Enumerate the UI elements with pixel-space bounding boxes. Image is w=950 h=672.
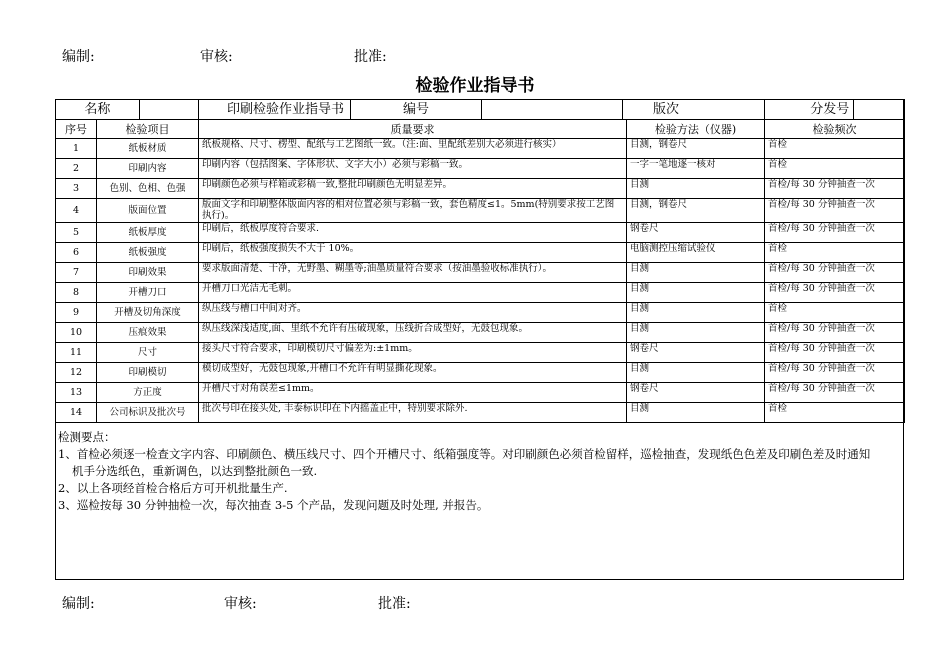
row-item: 版面位置	[97, 199, 199, 223]
table-row	[56, 223, 905, 243]
row-item: 公司标识及批次号	[97, 403, 199, 423]
row-frequency: 首检	[765, 243, 905, 263]
inspection-table	[55, 99, 905, 423]
row-item: 印刷模切	[97, 363, 199, 383]
row-frequency: 首检/每 30 分钟抽查一次	[765, 363, 905, 383]
signature-bottom	[62, 593, 762, 613]
row-frequency: 首检/每 30 分钟抽查一次	[765, 179, 905, 199]
compile-label: 编制:	[62, 596, 95, 612]
notes-title: 检测要点：	[58, 430, 116, 444]
row-no: 8	[56, 283, 97, 303]
row-frequency: 首检	[765, 159, 905, 179]
row-method: 目测，钢卷尺	[627, 199, 765, 223]
row-requirement: 印刷内容（包括图案、字体形状、文字大小）必须与彩稿一致。	[199, 159, 627, 179]
row-requirement: 印刷后，纸板强度损失不大于 10%。	[199, 243, 627, 263]
row-method: 目测	[627, 303, 765, 323]
compile-label: 编制:	[62, 49, 95, 65]
row-no: 4	[56, 199, 97, 223]
row-method: 钢卷尺	[627, 383, 765, 403]
row-no: 13	[56, 383, 97, 403]
row-frequency: 首检	[765, 403, 905, 423]
row-no: 1	[56, 139, 97, 159]
row-requirement: 开槽尺寸对角误差≤1mm。	[199, 383, 627, 403]
row-no: 14	[56, 403, 97, 423]
row-method: 电脑测控压缩试验仪	[627, 243, 765, 263]
row-requirement: 版面文字和印刷整体版面内容的相对位置必须与彩稿一致，套色精度≤1。5mm(特别要求按工艺图执行)。	[199, 199, 627, 223]
row-requirement: 模切成型好，无鼓包现象,开槽口不允许有明显撕花现象。	[199, 363, 627, 383]
row-frequency: 首检/每 30 分钟抽查一次	[765, 199, 905, 223]
document-title: 检验作业指导书	[415, 76, 535, 96]
col-header-requirement: 质量要求	[199, 120, 627, 139]
row-no: 12	[56, 363, 97, 383]
version-label: 版次	[622, 100, 762, 119]
row-method: 目测	[627, 363, 765, 383]
row-item: 方正度	[97, 383, 199, 403]
row-frequency: 首检	[765, 139, 905, 159]
approve-label: 批准:	[378, 596, 411, 612]
number-label: 编号	[350, 100, 481, 119]
row-requirement: 批次号印在接头处, 丰泰标识印在下内摇盖正中，特别要求除外.	[199, 403, 627, 423]
row-requirement: 开槽刀口光洁无毛刺。	[199, 283, 627, 303]
table-row	[56, 403, 905, 423]
name-label: 名称	[84, 101, 111, 117]
review-label: 审核:	[200, 49, 233, 65]
table-row	[56, 139, 905, 159]
table-row	[56, 383, 905, 403]
issue-label: 分发号	[810, 101, 850, 117]
row-method: 目测	[627, 403, 765, 423]
col-header-frequency: 检验频次	[765, 120, 905, 139]
row-item: 印刷内容	[97, 159, 199, 179]
column-header-row	[56, 120, 905, 139]
issue-value	[853, 100, 904, 119]
table-row	[56, 159, 905, 179]
number-value	[481, 100, 622, 119]
col-header-method: 检验方法（仪器)	[627, 120, 765, 139]
table-row	[56, 343, 905, 363]
table-row	[56, 263, 905, 283]
row-item: 开槽刀口	[97, 283, 199, 303]
row-no: 7	[56, 263, 97, 283]
row-no: 11	[56, 343, 97, 363]
name-value: 印刷检验作业指导书	[226, 101, 344, 117]
row-no: 2	[56, 159, 97, 179]
row-item: 纸板材质	[97, 139, 199, 159]
row-method: 一字一笔地逐一核对	[627, 159, 765, 179]
row-item: 纸板强度	[97, 243, 199, 263]
review-label: 审核:	[224, 596, 257, 612]
row-requirement: 纵压线与槽口中间对齐。	[199, 303, 627, 323]
row-method: 钢卷尺	[627, 223, 765, 243]
table-row	[56, 199, 905, 223]
row-item: 色别、色相、色强	[97, 179, 199, 199]
notes-line-1: 1、首检必须逐一检查文字内容、印刷颜色、横压线尺寸、四个开槽尺寸、纸箱强度等。对印刷颜色必须首检留样，巡检抽查，发现纸色色差及印刷色差及时通知	[58, 447, 871, 461]
row-method: 目测，钢卷尺	[627, 139, 765, 159]
row-frequency: 首检/每 30 分钟抽查一次	[765, 283, 905, 303]
row-frequency: 首检/每 30 分钟抽查一次	[765, 323, 905, 343]
row-requirement: 接头尺寸符合要求，印刷模切尺寸偏差为:±1mm。	[199, 343, 627, 363]
row-no: 9	[56, 303, 97, 323]
row-method: 目测	[627, 263, 765, 283]
row-requirement: 印刷后，纸板厚度符合要求.	[199, 223, 627, 243]
row-frequency: 首检/每 30 分钟抽查一次	[765, 383, 905, 403]
row-item: 开槽及切角深度	[97, 303, 199, 323]
col-header-item: 检验项目	[97, 120, 199, 139]
notes-line-1-cont: 机手分选纸色，重新调色，以达到整批颜色一致.	[72, 464, 318, 478]
row-item: 纸板厚度	[97, 223, 199, 243]
table-row	[56, 323, 905, 343]
row-no: 3	[56, 179, 97, 199]
row-no: 5	[56, 223, 97, 243]
row-method: 目测	[627, 283, 765, 303]
row-requirement: 印刷颜色必须与样箱或彩稿一致,整批印刷颜色无明显差异。	[199, 179, 627, 199]
table-row	[56, 363, 905, 383]
table-row	[56, 283, 905, 303]
notes-line-2: 2、以上各项经首检合格后方可开机批量生产.	[58, 481, 288, 495]
signature-top	[62, 46, 762, 66]
table-row	[56, 243, 905, 263]
row-no: 10	[56, 323, 97, 343]
row-frequency: 首检/每 30 分钟抽查一次	[765, 343, 905, 363]
header-row	[56, 100, 905, 120]
row-method: 目测	[627, 323, 765, 343]
row-method: 钢卷尺	[627, 343, 765, 363]
row-item: 印刷效果	[97, 263, 199, 283]
row-frequency: 首检/每 30 分钟抽查一次	[765, 223, 905, 243]
notes-line-3: 3、巡检按每 30 分钟抽检一次，每次抽查 3-5 个产品，发现问题及时处理, 并报告。	[58, 498, 489, 512]
row-no: 6	[56, 243, 97, 263]
table-row	[56, 179, 905, 199]
row-method: 目测	[627, 179, 765, 199]
row-requirement: 纸板规格、尺寸、楞型、配纸与工艺图纸一致。（注:面、里配纸差别大必须进行核实）	[199, 139, 627, 159]
inspection-notes	[58, 429, 900, 514]
row-requirement: 纵压线深浅适度,面、里纸不允许有压破现象，压线折合成型好，无鼓包现象。	[199, 323, 627, 343]
row-frequency: 首检	[765, 303, 905, 323]
table-row	[56, 303, 905, 323]
row-item: 尺寸	[97, 343, 199, 363]
col-header-no: 序号	[56, 120, 97, 139]
row-item: 压痕效果	[97, 323, 199, 343]
row-frequency: 首检/每 30 分钟抽查一次	[765, 263, 905, 283]
row-requirement: 要求版面清楚、干净，无野墨、糊墨等;油墨质量符合要求（按油墨验收标准执行）。	[199, 263, 627, 283]
approve-label: 批准:	[354, 49, 387, 65]
